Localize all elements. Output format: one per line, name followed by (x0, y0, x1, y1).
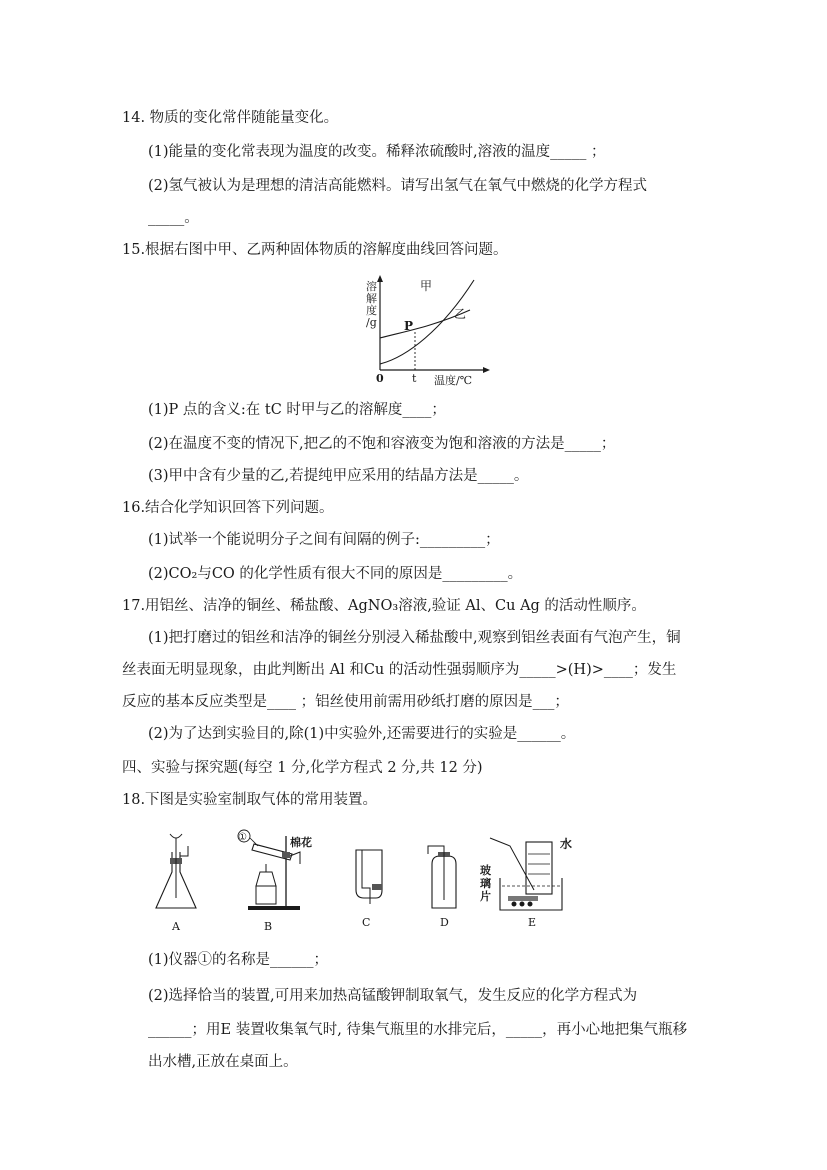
label-glass-3: 片 (480, 890, 491, 903)
label-water: 水 (560, 837, 573, 851)
q18-stem: 18.下图是实验室制取气体的常用装置。 (122, 792, 378, 808)
q16-sub1: (1)试举一个能说明分子之间有间隔的例子:_________； (148, 532, 500, 548)
y-label-2: 解 (366, 292, 377, 305)
q17-sub1-line3: 反应的基本反应类型是____ ；铝丝使用前需用砂纸打磨的原因是___； (122, 694, 569, 710)
origin-label: 0 (376, 372, 384, 385)
label-glass-2: 璃 (480, 877, 491, 890)
apparatus-a (156, 834, 196, 933)
q15-sub1: (1)P 点的含义:在 tC 时甲与乙的溶解度____； (148, 402, 446, 418)
solubility-graph (362, 272, 502, 390)
q15-sub2: (2)在温度不变的情况下,把乙的不饱和容液变为饱和溶液的方法是_____； (148, 436, 616, 452)
point-label-p: P (404, 319, 414, 333)
label-c: C (362, 916, 371, 929)
label-cotton: 棉花 (290, 836, 312, 849)
apparatus-d (428, 846, 456, 929)
q14-sub2-line2: _____。 (148, 210, 199, 226)
apparatus-b (238, 830, 312, 933)
mark-1: ① (238, 832, 247, 843)
label-a: A (172, 920, 180, 933)
q18-sub2-line3: 出水槽,正放在桌面上。 (148, 1054, 298, 1070)
curve-label-jia: 甲 (420, 279, 433, 293)
x-axis-arrow (483, 367, 490, 373)
q15-stem: 15.根据右图中甲、乙两种固体物质的溶解度曲线回答问题。 (122, 242, 508, 258)
q14-stem: 14. 物质的变化常伴随能量变化。 (122, 110, 339, 126)
apparatus-figure (150, 828, 590, 938)
label-glass-1: 玻 (480, 864, 491, 877)
q14-sub1: (1)能量的变化常表现为温度的改变。稀释浓硫酸时,溶液的温度_____ ； (148, 144, 606, 160)
label-e: E (528, 916, 537, 929)
q17-sub1-line1: (1)把打磨过的铝丝和洁净的铜丝分别浸入稀盐酸中,观察到铝丝表面有气泡产生，铜 (148, 630, 681, 646)
q17-sub2: (2)为了达到实验目的,除(1)中实验外,还需要进行的实验是______。 (148, 726, 576, 742)
y-label-4: /g (366, 316, 377, 329)
q16-sub2: (2)CO₂与CO 的化学性质有很大不同的原因是_________。 (148, 566, 523, 582)
y-label-1: 溶 (366, 280, 377, 293)
q18-sub2-line2: ______；用E 装置收集氧气时, 待集气瓶里的水排完后，_____，再小心地把集气瓶移 (148, 1022, 688, 1038)
section-4-heading: 四、实验与探究题(每空 1 分,化学方程式 2 分,共 12 分) (122, 760, 483, 776)
q14-sub2-line1: (2)氢气被认为是理想的清洁高能燃料。请写出氢气在氧气中燃烧的化学方程式 (148, 178, 648, 194)
x-axis-label: 温度/℃ (434, 374, 473, 387)
curve-label-yi: 乙 (454, 307, 467, 321)
apparatus-c (356, 850, 382, 929)
y-axis-arrow (377, 275, 383, 282)
t-tick-label: t (412, 372, 417, 385)
y-label-3: 度 (366, 304, 377, 317)
q15-sub3: (3)甲中含有少量的乙,若提纯甲应采用的结晶方法是_____。 (148, 468, 529, 484)
q17-stem: 17.用铝丝、洁净的铜丝、稀盐酸、AgNO₃溶液,验证 Al、Cu Ag 的活动性顺序。 (122, 598, 646, 614)
q16-stem: 16.结合化学知识回答下列问题。 (122, 500, 334, 516)
apparatus-e (480, 836, 572, 929)
q18-sub1: (1)仪器①的名称是______； (148, 952, 329, 968)
q18-sub2-line1: (2)选择恰当的装置,可用来加热高锰酸钾制取氧气，发生反应的化学方程式为 (148, 988, 638, 1004)
label-d: D (440, 916, 449, 929)
q17-sub1-line2: 丝表面无明显现象，由此判断出 Al 和Cu 的活动性强弱顺序为_____>(H)>____；发生 (122, 662, 677, 678)
label-b: B (264, 920, 273, 933)
